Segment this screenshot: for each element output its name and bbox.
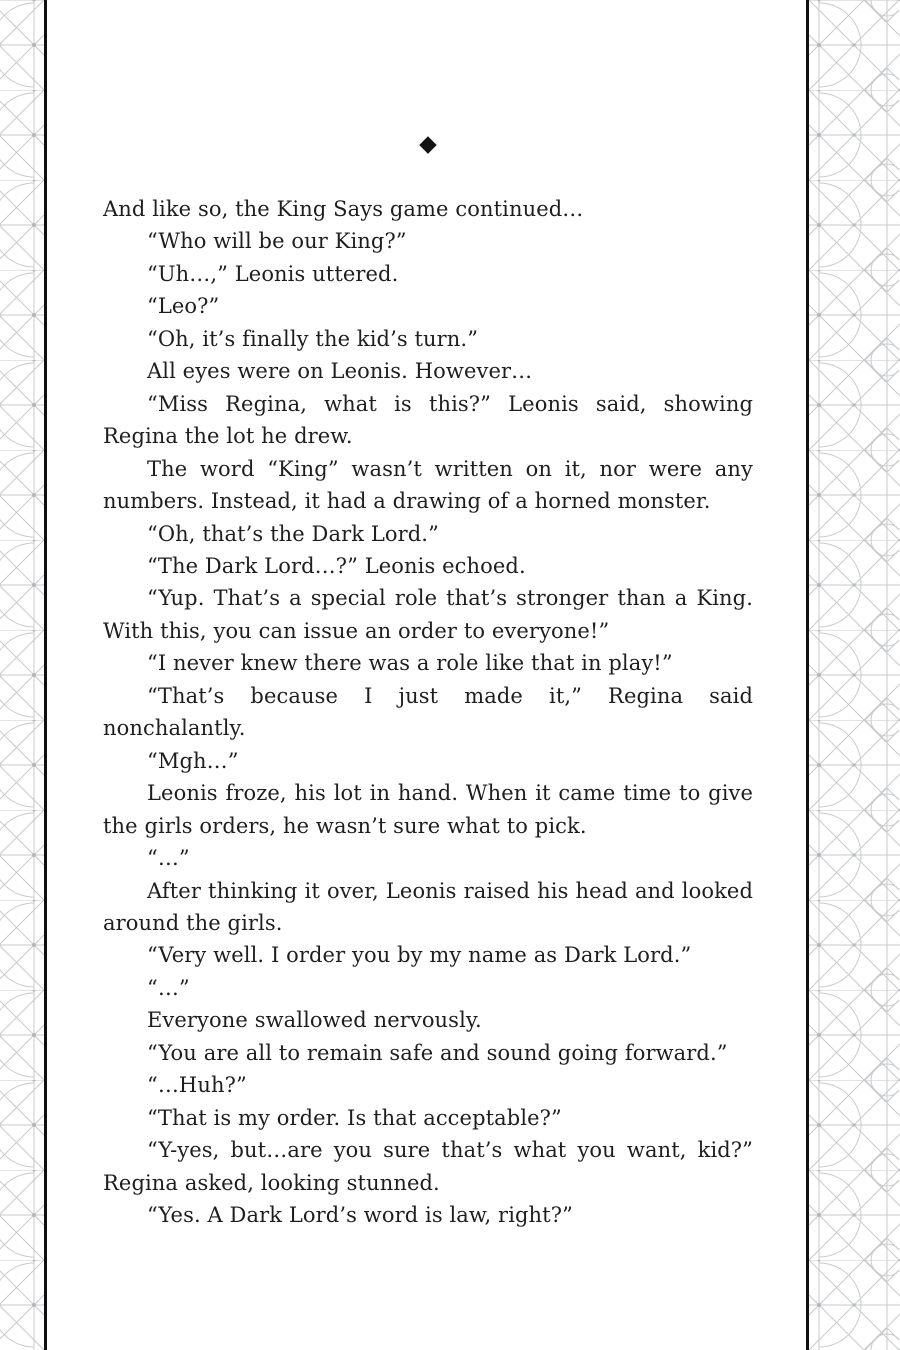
scene-break-diamond-icon: ◆ <box>419 131 437 157</box>
text-block <box>103 193 753 1232</box>
paragraph: The word “King” wasn’t written on it, nor were any numbers. Instead, it had a drawing of a horned monster. <box>103 456 753 514</box>
paragraph: “Y-yes, but…are you sure that’s what you want, kid?” Regina asked, looking stunned. <box>103 1138 753 1195</box>
paragraph: “That’s because I just made it,” Regina said nonchalantly. <box>103 683 753 741</box>
paragraph: “…Huh?” <box>147 1073 247 1098</box>
paragraph: “You are all to remain safe and sound going forward.” <box>147 1040 728 1065</box>
paragraph: “Very well. I order you by my name as Dark Lord.” <box>147 943 692 968</box>
paragraph: Everyone swallowed nervously. <box>147 1008 482 1033</box>
paragraph: “Who will be our King?” <box>147 229 407 254</box>
paragraph: “Uh…,” Leonis uttered. <box>147 261 399 286</box>
paragraph: “The Dark Lord…?” Leonis echoed. <box>147 553 526 578</box>
paragraph: “…” <box>147 846 190 871</box>
paragraph: And like so, the King Says game continued… <box>103 197 584 221</box>
paragraph: “Leo?” <box>147 294 220 319</box>
paragraph: “Oh, it’s finally the kid’s turn.” <box>147 326 479 351</box>
paragraph: “Miss Regina, what is this?” Leonis said, showing Regina the lot he drew. <box>103 391 753 449</box>
paragraph: Leonis froze, his lot in hand. When it came time to give the girls orders, he wasn’t sure what to pick. <box>103 781 753 838</box>
paragraph: “Oh, that’s the Dark Lord.” <box>147 521 439 546</box>
paragraph: “I never knew there was a role like that in play!” <box>147 651 673 676</box>
left-border-pattern <box>0 0 44 1350</box>
right-border-pattern <box>809 0 900 1350</box>
page-content <box>103 0 753 1350</box>
paragraph: After thinking it over, Leonis raised his head and looked around the girls. <box>103 878 753 935</box>
paragraph: “Yes. A Dark Lord’s word is law, right?” <box>147 1203 573 1228</box>
paragraph: “Yup. That’s a special role that’s stronger than a King. With this, you can issue an order to everyone!” <box>103 586 753 643</box>
paragraph: All eyes were on Leonis. However… <box>147 359 533 384</box>
paragraph: “Mgh…” <box>147 748 239 773</box>
left-frame-rule <box>44 0 47 1350</box>
paragraph: “That is my order. Is that acceptable?” <box>147 1105 562 1130</box>
paragraph: “…” <box>147 975 190 1000</box>
